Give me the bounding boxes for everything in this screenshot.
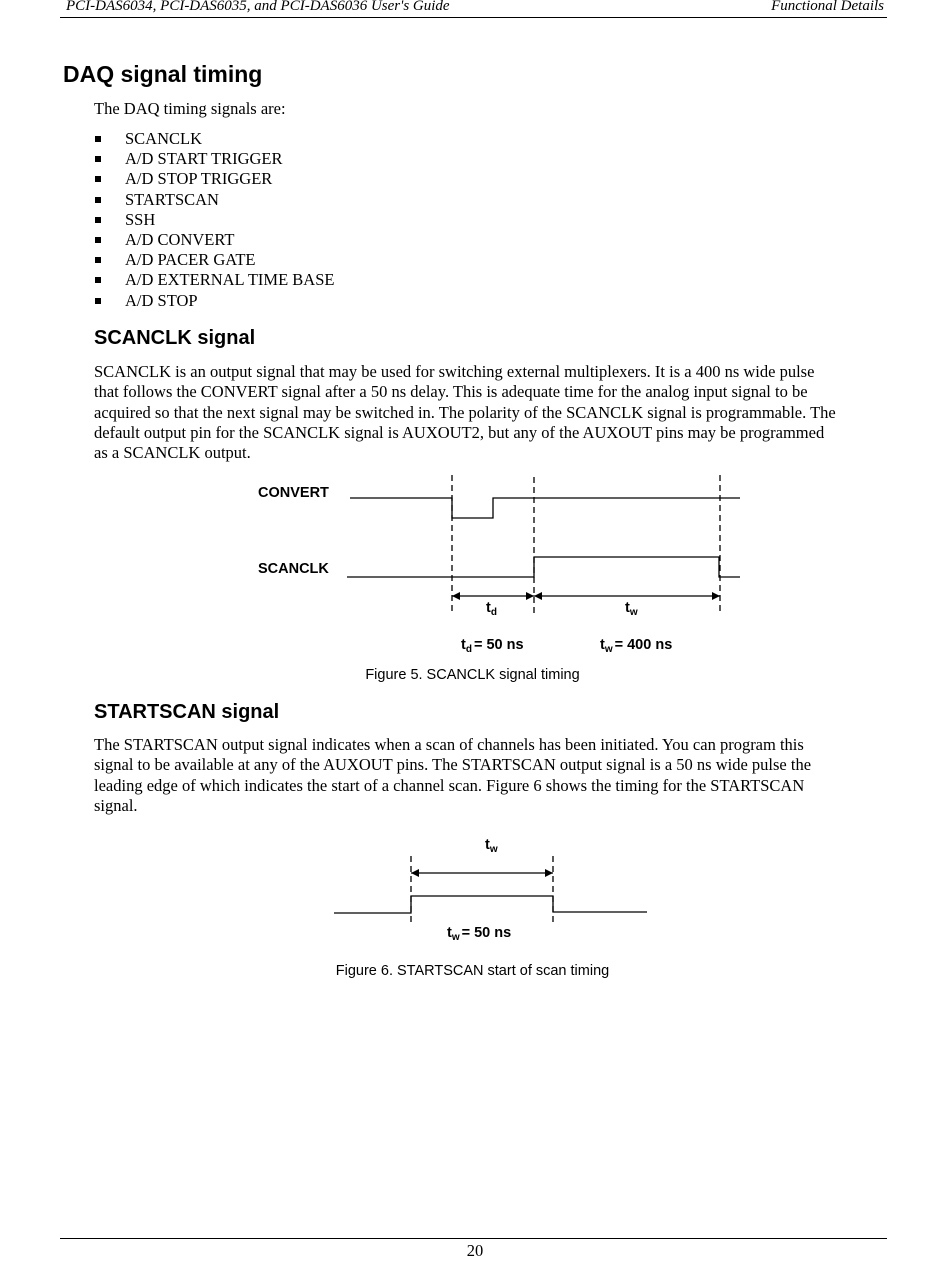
footer-rule (60, 1238, 887, 1239)
convert-label: CONVERT (258, 485, 329, 501)
scanclk-heading: SCANCLK signal (94, 327, 256, 349)
list-item: SSH (94, 210, 334, 230)
list-item: STARTSCAN (94, 190, 334, 210)
td-value-label: $t_d = 50$ ns (461, 637, 524, 655)
list-item: A/D PACER GATE (94, 250, 334, 270)
arrowhead (545, 869, 553, 877)
startscan-heading: STARTSCAN signal (94, 701, 280, 723)
list-item: A/D CONVERT (94, 230, 334, 250)
paragraph-line: default output pin for the SCANCLK signal is AUXOUT2, but any of the AUXOUT pins may be programmed (94, 422, 825, 442)
tw-value-label: $t_w = 400$ ns (600, 637, 673, 655)
section-intro: The DAQ timing signals are: (94, 99, 286, 118)
paragraph-line: leading edge of which indicates the start of a channel scan. Figure 6 shows the timing for the STARTSCAN (94, 775, 805, 795)
list-item: A/D STOP TRIGGER (94, 169, 334, 189)
arrowhead (411, 869, 419, 877)
figure-6-caption: Figure 6. STARTSCAN start of scan timing (335, 963, 610, 979)
header-document-title: PCI-DAS6034, PCI-DAS6035, and PCI-DAS6036 User's Guide (66, 0, 450, 14)
tw-label: $t_w$ (485, 837, 498, 855)
paragraph-line: signal to be available at any of the AUXOUT pins. The STARTSCAN output signal is a 50 ns wide pulse the (94, 755, 812, 775)
header-chapter-title: Functional Details (771, 0, 884, 14)
list-item: A/D STOP (94, 291, 334, 311)
startscan-paragraph (94, 735, 894, 816)
paragraph-line: that follows the CONVERT signal after a 50 ns delay. This is adequate time for the analog input signal to be (94, 382, 808, 402)
arrowhead (526, 592, 534, 600)
tw-label: $t_w$ (625, 600, 638, 618)
arrowhead (534, 592, 542, 600)
convert-waveform (350, 498, 740, 518)
list-item: A/D START TRIGGER (94, 149, 334, 169)
tw-value-label: $t_w = 50$ ns (447, 925, 512, 943)
list-item: SCANCLK (94, 129, 334, 149)
startscan-timing-diagram (334, 837, 647, 943)
arrowhead (452, 592, 460, 600)
paragraph-line: The STARTSCAN output signal indicates when a scan of channels has been initiated. You can program this (94, 735, 804, 754)
list-item: A/D EXTERNAL TIME BASE (94, 270, 334, 290)
page-number: 20 (466, 1241, 484, 1260)
section-title: DAQ signal timing (63, 61, 263, 87)
paragraph-line: as a SCANCLK output. (94, 443, 251, 463)
figure-5-caption: Figure 5. SCANCLK signal timing (365, 667, 580, 683)
paragraph-line: acquired so that the next signal may be switched in. The polarity of the SCANCLK signal is programmable. The (94, 402, 836, 422)
td-label: $t_d$ (486, 600, 497, 618)
startscan-waveform (334, 896, 647, 913)
scanclk-waveform (347, 557, 740, 577)
paragraph-line: SCANCLK is an output signal that may be used for switching external multiplexers. It is a 400 ns wide pulse (94, 362, 815, 381)
paragraph-line: signal. (94, 795, 138, 815)
scanclk-label: SCANCLK (258, 561, 329, 577)
arrowhead (712, 592, 720, 600)
